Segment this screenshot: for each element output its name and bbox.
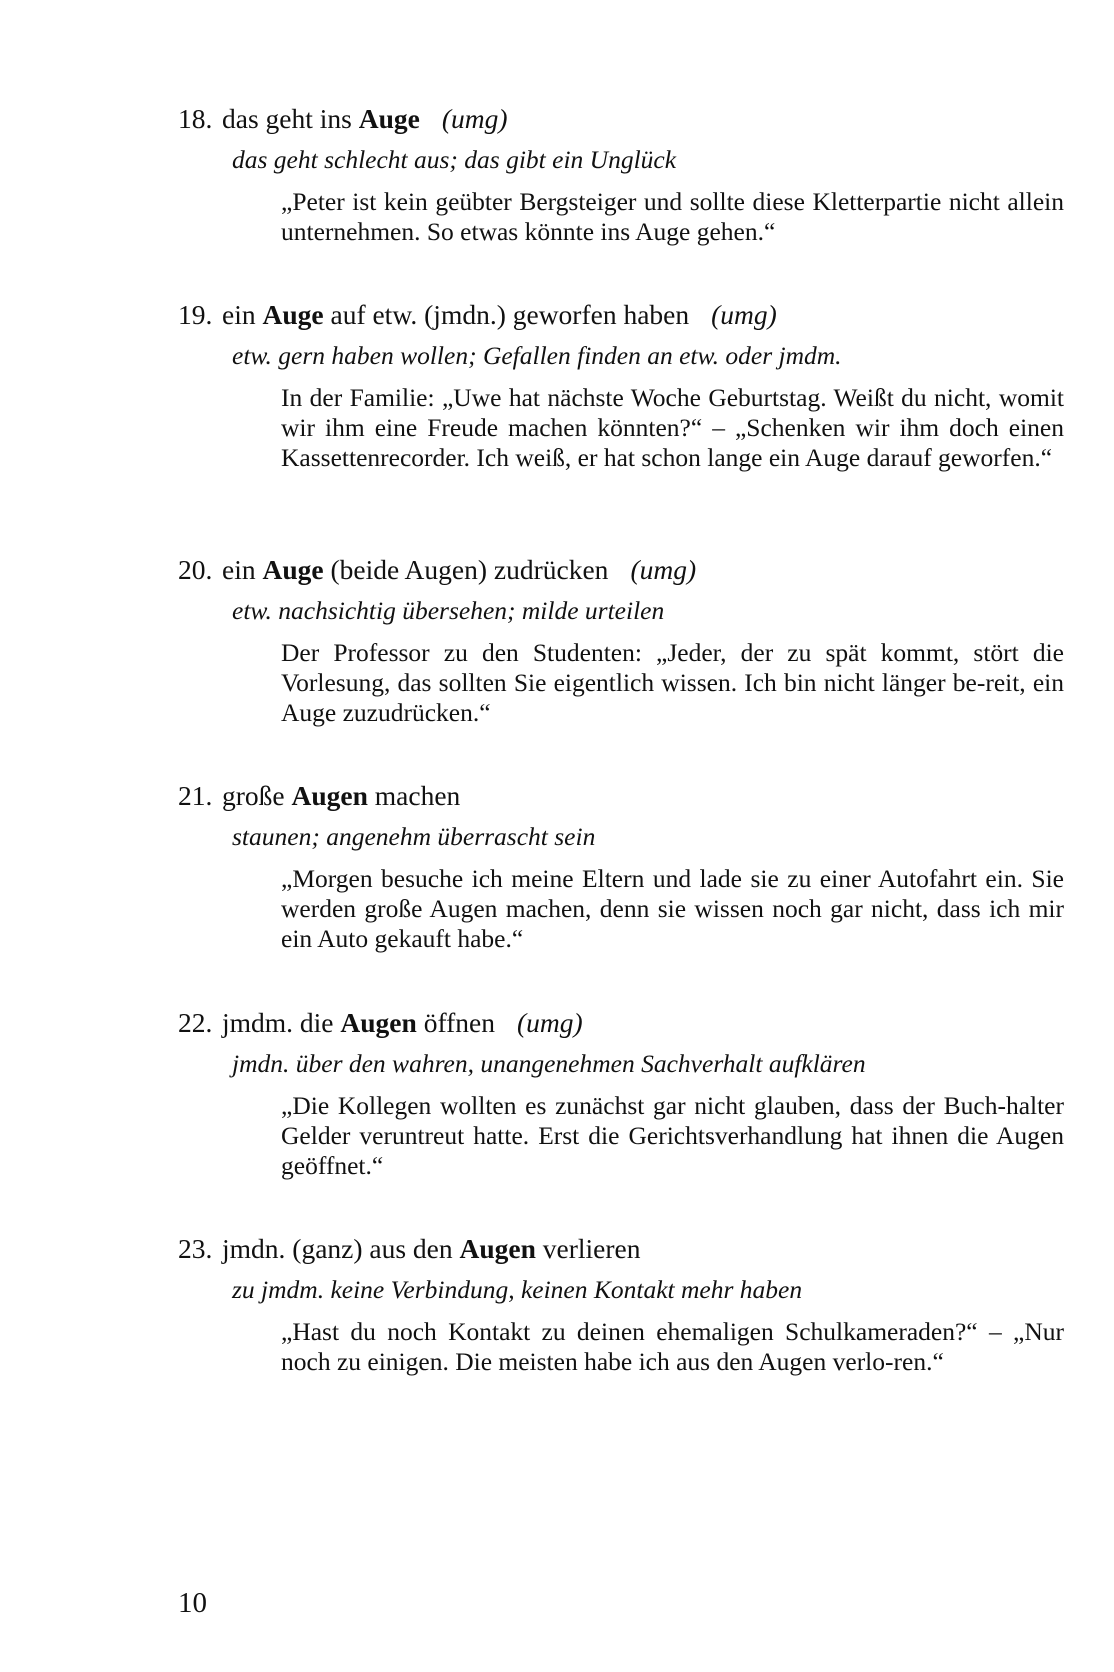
- idiom-text-post: öffnen: [416, 1007, 495, 1038]
- idiom-keyword: Augen: [340, 1007, 417, 1038]
- idiom-heading: [178, 779, 482, 813]
- usage-label: (umg): [711, 299, 777, 330]
- idiom-meaning: etw. gern haben wollen; Gefallen finden an etw. oder jmdm.: [232, 341, 842, 370]
- idiom-text-pre: jmdm. die: [222, 1007, 341, 1038]
- idiom-text-pre: ein: [222, 554, 263, 585]
- idiom-text-pre: das geht ins: [222, 103, 359, 134]
- idiom-keyword: Augen: [291, 780, 368, 811]
- idiom-example: „Hast du noch Kontakt zu deinen ehemaligen Schulkameraden?“ – „Nur noch zu einigen. Die meisten habe ich aus den Augen verlo-ren.“: [281, 1317, 1064, 1376]
- idiom-heading: [178, 102, 508, 136]
- idiom-example: „Die Kollegen wollten es zunächst gar nicht glauben, dass der Buch-halter Gelder veruntreut hatte. Erst die Gerichtsverhandlung hat ihnen die Augen geöffnet.“: [281, 1091, 1064, 1180]
- usage-label: (umg): [516, 1007, 583, 1038]
- idiom-meaning: das geht schlecht aus; das gibt ein Unglück: [232, 145, 677, 174]
- idiom-text-post: (beide Augen) zudrücken: [323, 554, 609, 585]
- idiom-text-post: verlieren: [535, 1233, 641, 1264]
- idiom-heading: [178, 1006, 583, 1040]
- idiom-meaning: etw. nachsichtig übersehen; milde urteilen: [232, 596, 665, 625]
- entry-number: 21.: [178, 780, 213, 811]
- entry-number: 23.: [178, 1233, 213, 1264]
- entry-number: 20.: [178, 554, 213, 585]
- idiom-text-pre: ein: [222, 299, 263, 330]
- idiom-example: Der Professor zu den Studenten: „Jeder, der zu spät kommt, stört die Vorlesung, das sollten Sie eigentlich wissen. Ich bin nicht länger be-reit, ein Auge zuzudrücken.“: [281, 638, 1064, 727]
- idiom-keyword: Auge: [358, 103, 420, 134]
- idiom-example: „Peter ist kein geübter Bergsteiger und sollte diese Kletterpartie nicht allein unternehmen. So etwas könnte ins Auge gehen.“: [281, 187, 1064, 246]
- idiom-example: „Morgen besuche ich meine Eltern und lade sie zu einer Autofahrt ein. Sie werden große Augen machen, denn sie wissen noch gar nicht, dass ich mir ein Auto gekauft habe.“: [281, 864, 1064, 953]
- idiom-keyword: Auge: [262, 299, 324, 330]
- idiom-meaning: zu jmdm. keine Verbindung, keinen Kontakt mehr haben: [232, 1275, 803, 1304]
- idiom-example: In der Familie: „Uwe hat nächste Woche Geburtstag. Weißt du nicht, womit wir ihm eine Freude machen könnten?“ – „Schenken wir ihm doch einen Kassettenrecorder. Ich weiß, er hat schon lange ein Auge darauf geworfen.“: [281, 383, 1064, 472]
- idiom-meaning: jmdn. über den wahren, unangenehmen Sachverhalt aufklären: [232, 1049, 866, 1078]
- idiom-text-pre: große: [222, 780, 292, 811]
- idiom-text-post: auf etw. (jmdn.) geworfen haben: [323, 299, 690, 330]
- page-number: 10: [178, 1587, 207, 1619]
- entry-number: 19.: [178, 299, 213, 330]
- idiom-meaning: staunen; angenehm überrascht sein: [232, 822, 596, 851]
- idiom-keyword: Auge: [262, 554, 324, 585]
- idiom-text-post: machen: [367, 780, 461, 811]
- usage-label: (umg): [630, 554, 697, 585]
- idiom-heading: [178, 1232, 663, 1266]
- entry-number: 22.: [178, 1007, 213, 1038]
- idiom-heading: [178, 553, 696, 587]
- usage-label: (umg): [441, 103, 508, 134]
- idiom-text-pre: jmdn. (ganz) aus den: [222, 1233, 460, 1264]
- entry-number: 18.: [178, 103, 213, 134]
- idiom-keyword: Augen: [459, 1233, 536, 1264]
- idiom-heading: [178, 298, 777, 332]
